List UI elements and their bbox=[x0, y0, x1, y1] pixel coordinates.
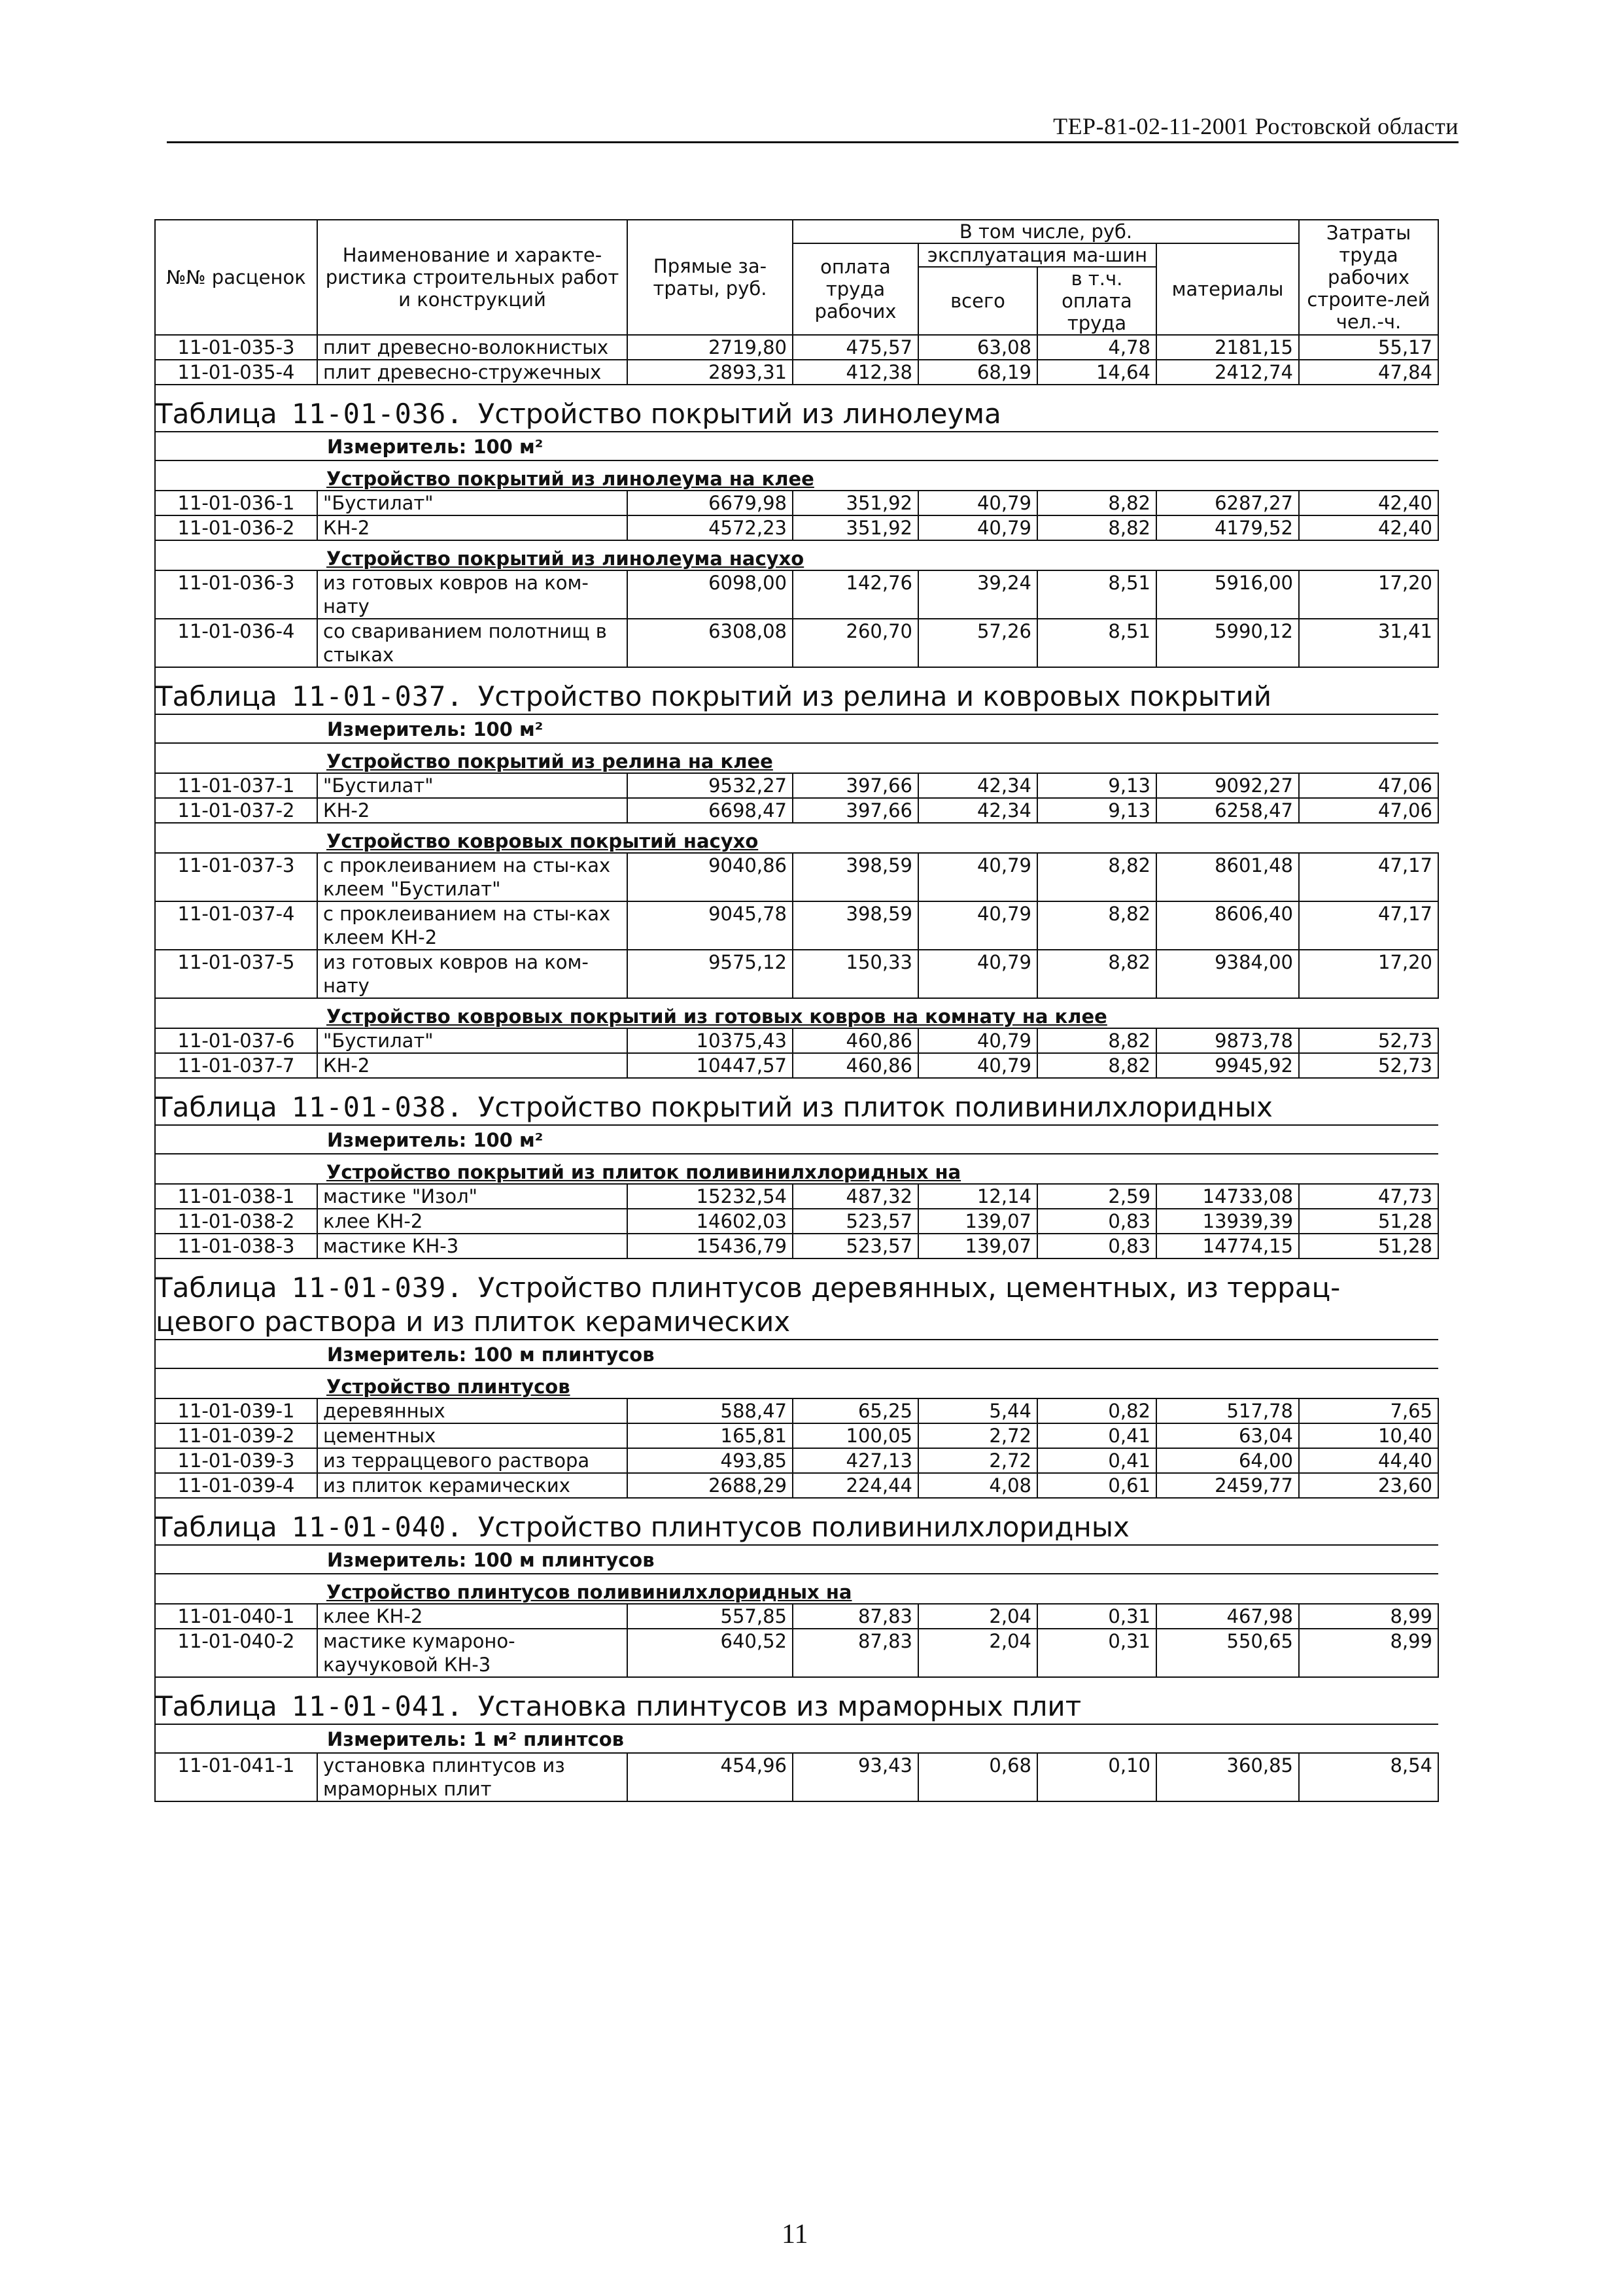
group-heading-row bbox=[155, 998, 1438, 1028]
cell-name: мастике "Изол" bbox=[317, 1184, 627, 1209]
cell-labor: 460,86 bbox=[793, 1028, 918, 1053]
cell-direct: 165,81 bbox=[627, 1423, 793, 1448]
table-title-text: Устройство плинтусов поливинилхлоридных bbox=[477, 1511, 1130, 1543]
cell-direct: 9532,27 bbox=[627, 773, 793, 798]
cell-mach-labor: 0,83 bbox=[1037, 1209, 1156, 1234]
cell-workers: 51,28 bbox=[1299, 1234, 1438, 1258]
cell-materials: 13939,39 bbox=[1156, 1209, 1299, 1234]
table-row bbox=[155, 335, 1438, 360]
cell-workers: 42,40 bbox=[1299, 515, 1438, 540]
cell-mach: 63,08 bbox=[918, 335, 1037, 360]
cell-direct: 2719,80 bbox=[627, 335, 793, 360]
cell-direct: 2893,31 bbox=[627, 360, 793, 385]
measure-unit: Измеритель: 100 м² bbox=[155, 714, 1438, 743]
measure-unit: Измеритель: 100 м плинтусов bbox=[155, 1545, 1438, 1574]
group-heading: Устройство ковровых покрытий из готовых ковров на комнату на клее bbox=[317, 998, 1438, 1028]
cell-mach-labor: 0,82 bbox=[1037, 1398, 1156, 1423]
col-direct-header: Прямые за-траты, руб. bbox=[627, 220, 793, 335]
cell-labor: 100,05 bbox=[793, 1423, 918, 1448]
table-row bbox=[155, 491, 1438, 515]
cell-workers: 8,99 bbox=[1299, 1604, 1438, 1629]
group-heading-row bbox=[155, 1154, 1438, 1184]
cell-name: из терраццевого раствора bbox=[317, 1448, 627, 1473]
cell-code: 11-01-038-1 bbox=[155, 1184, 317, 1209]
page-number: 11 bbox=[782, 2219, 808, 2249]
cell-mach-labor: 8,82 bbox=[1037, 1053, 1156, 1078]
cell-name: из плиток керамических bbox=[317, 1473, 627, 1498]
table-title-row bbox=[155, 1078, 1438, 1125]
table-title-row bbox=[155, 1498, 1438, 1545]
table-title-text: Устройство покрытий из линолеума bbox=[477, 398, 1001, 430]
cell-mach: 139,07 bbox=[918, 1209, 1037, 1234]
cell-code: 11-01-036-4 bbox=[155, 619, 317, 667]
cell-materials: 5990,12 bbox=[1156, 619, 1299, 667]
cell-materials: 5916,00 bbox=[1156, 570, 1299, 619]
table-body bbox=[155, 335, 1438, 1801]
table-row bbox=[155, 1053, 1438, 1078]
cell-labor: 87,83 bbox=[793, 1604, 918, 1629]
cell-name: из готовых ковров на ком-нату bbox=[317, 570, 627, 619]
cell-mach: 2,04 bbox=[918, 1629, 1037, 1677]
measure-unit: Измеритель: 100 м² bbox=[155, 1125, 1438, 1154]
cell-direct: 557,85 bbox=[627, 1604, 793, 1629]
cell-workers: 47,17 bbox=[1299, 901, 1438, 950]
cell-materials: 9873,78 bbox=[1156, 1028, 1299, 1053]
table-label: Таблица bbox=[156, 1091, 277, 1123]
cell-code: 11-01-039-3 bbox=[155, 1448, 317, 1473]
cell-materials: 467,98 bbox=[1156, 1604, 1299, 1629]
table-label: Таблица bbox=[156, 1272, 277, 1304]
cell-direct: 6698,47 bbox=[627, 798, 793, 823]
cell-materials: 2412,74 bbox=[1156, 360, 1299, 385]
cell-code: 11-01-037-1 bbox=[155, 773, 317, 798]
table-row bbox=[155, 1423, 1438, 1448]
cell-mach-labor: 8,82 bbox=[1037, 901, 1156, 950]
cell-name: КН-2 bbox=[317, 798, 627, 823]
col-workers-header: Затраты труда рабочих строите-лей чел.-ч. bbox=[1299, 220, 1438, 335]
cell-workers: 52,73 bbox=[1299, 1053, 1438, 1078]
cell-code: 11-01-036-3 bbox=[155, 570, 317, 619]
measure-unit: Измеритель: 100 м плинтусов bbox=[155, 1340, 1438, 1368]
cell-direct: 4572,23 bbox=[627, 515, 793, 540]
cell-code: 11-01-037-4 bbox=[155, 901, 317, 950]
col-machines-labor-header: в т.ч. оплата труда bbox=[1037, 267, 1156, 335]
group-heading-row bbox=[155, 540, 1438, 570]
cell-workers: 47,84 bbox=[1299, 360, 1438, 385]
group-heading-row bbox=[155, 1368, 1438, 1398]
col-incl-header: В том числе, руб. bbox=[793, 220, 1299, 243]
cell-materials: 4179,52 bbox=[1156, 515, 1299, 540]
cell-code: 11-01-037-3 bbox=[155, 853, 317, 901]
cell-direct: 588,47 bbox=[627, 1398, 793, 1423]
cell-mach-labor: 9,13 bbox=[1037, 798, 1156, 823]
cell-labor: 224,44 bbox=[793, 1473, 918, 1498]
col-labor-header: оплата труда рабочих bbox=[793, 243, 918, 335]
table-title-text: Устройство покрытий из релина и ковровых покрытий bbox=[477, 680, 1272, 712]
cell-labor: 142,76 bbox=[793, 570, 918, 619]
cell-labor: 412,38 bbox=[793, 360, 918, 385]
table-label: Таблица bbox=[156, 680, 277, 712]
cell-labor: 150,33 bbox=[793, 950, 918, 998]
cell-name: установка плинтусов из мраморных плит bbox=[317, 1753, 627, 1801]
cell-code: 11-01-039-2 bbox=[155, 1423, 317, 1448]
cell-mach: 2,04 bbox=[918, 1604, 1037, 1629]
cell-workers: 31,41 bbox=[1299, 619, 1438, 667]
cell-name: цементных bbox=[317, 1423, 627, 1448]
cell-workers: 55,17 bbox=[1299, 335, 1438, 360]
table-row bbox=[155, 853, 1438, 901]
cell-labor: 487,32 bbox=[793, 1184, 918, 1209]
cell-code: 11-01-038-2 bbox=[155, 1209, 317, 1234]
cell-mach-labor: 0,41 bbox=[1037, 1448, 1156, 1473]
col-materials-header: материалы bbox=[1156, 243, 1299, 335]
cell-mach: 4,08 bbox=[918, 1473, 1037, 1498]
cell-labor: 475,57 bbox=[793, 335, 918, 360]
cell-mach: 2,72 bbox=[918, 1423, 1037, 1448]
cell-workers: 47,06 bbox=[1299, 773, 1438, 798]
group-heading-row bbox=[155, 1574, 1438, 1604]
table-row bbox=[155, 1234, 1438, 1258]
cell-mach: 40,79 bbox=[918, 853, 1037, 901]
table-label: Таблица bbox=[156, 1511, 277, 1543]
document-code: ТЕР-81-02-11-2001 Ростовской области bbox=[1053, 113, 1459, 139]
cell-mach-labor: 0,41 bbox=[1037, 1423, 1156, 1448]
cell-materials: 2181,15 bbox=[1156, 335, 1299, 360]
cell-mach: 42,34 bbox=[918, 798, 1037, 823]
cell-workers: 7,65 bbox=[1299, 1398, 1438, 1423]
cell-mach: 12,14 bbox=[918, 1184, 1037, 1209]
cell-direct: 493,85 bbox=[627, 1448, 793, 1473]
table-title bbox=[156, 1271, 1438, 1339]
col-machines-header: эксплуатация ма-шин bbox=[918, 243, 1156, 267]
cell-name: КН-2 bbox=[317, 1053, 627, 1078]
group-heading: Устройство покрытий из линолеума на клее bbox=[317, 460, 1438, 491]
cell-labor: 427,13 bbox=[793, 1448, 918, 1473]
cell-direct: 10375,43 bbox=[627, 1028, 793, 1053]
cell-name: КН-2 bbox=[317, 515, 627, 540]
table-number: 11-01-040. bbox=[291, 1511, 464, 1543]
cell-workers: 17,20 bbox=[1299, 950, 1438, 998]
cell-mach: 139,07 bbox=[918, 1234, 1037, 1258]
table-title bbox=[156, 397, 1438, 431]
group-heading: Устройство плинтусов поливинилхлоридных на bbox=[317, 1574, 1438, 1604]
table-title-text: Установка плинтусов из мраморных плит bbox=[477, 1690, 1082, 1722]
cell-labor: 260,70 bbox=[793, 619, 918, 667]
cell-name: клее КН-2 bbox=[317, 1604, 627, 1629]
cell-workers: 23,60 bbox=[1299, 1473, 1438, 1498]
cell-materials: 550,65 bbox=[1156, 1629, 1299, 1677]
cell-labor: 523,57 bbox=[793, 1234, 918, 1258]
cell-mach: 42,34 bbox=[918, 773, 1037, 798]
cell-name: плит древесно-стружечных bbox=[317, 360, 627, 385]
table-row bbox=[155, 901, 1438, 950]
cell-code: 11-01-037-5 bbox=[155, 950, 317, 998]
cell-workers: 17,20 bbox=[1299, 570, 1438, 619]
cell-code: 11-01-039-1 bbox=[155, 1398, 317, 1423]
table-row bbox=[155, 1753, 1438, 1801]
group-heading: Устройство покрытий из линолеума насухо bbox=[317, 540, 1438, 570]
cell-mach-labor: 9,13 bbox=[1037, 773, 1156, 798]
measure-row bbox=[155, 432, 1438, 460]
table-title-text: Устройство покрытий из плиток поливинилхлоридных bbox=[477, 1091, 1273, 1123]
cell-direct: 2688,29 bbox=[627, 1473, 793, 1498]
cell-code: 11-01-037-2 bbox=[155, 798, 317, 823]
table-row bbox=[155, 950, 1438, 998]
cell-name: из готовых ковров на ком-нату bbox=[317, 950, 627, 998]
cell-direct: 9045,78 bbox=[627, 901, 793, 950]
cell-direct: 15232,54 bbox=[627, 1184, 793, 1209]
group-heading: Устройство покрытий из плиток поливинилхлоридных на bbox=[317, 1154, 1438, 1184]
cell-workers: 47,06 bbox=[1299, 798, 1438, 823]
cell-code: 11-01-035-4 bbox=[155, 360, 317, 385]
table-row bbox=[155, 570, 1438, 619]
cell-direct: 6098,00 bbox=[627, 570, 793, 619]
group-heading-row bbox=[155, 460, 1438, 491]
cell-materials: 360,85 bbox=[1156, 1753, 1299, 1801]
measure-row bbox=[155, 1125, 1438, 1154]
cell-materials: 9945,92 bbox=[1156, 1053, 1299, 1078]
cell-materials: 14733,08 bbox=[1156, 1184, 1299, 1209]
cell-mach-labor: 8,51 bbox=[1037, 570, 1156, 619]
cell-direct: 6308,08 bbox=[627, 619, 793, 667]
table-row bbox=[155, 1028, 1438, 1053]
cell-labor: 398,59 bbox=[793, 853, 918, 901]
table-number: 11-01-041. bbox=[291, 1690, 464, 1722]
table-title bbox=[156, 1510, 1438, 1544]
cell-direct: 640,52 bbox=[627, 1629, 793, 1677]
cell-name: плит древесно-волокнистых bbox=[317, 335, 627, 360]
cell-code: 11-01-041-1 bbox=[155, 1753, 317, 1801]
cell-code: 11-01-039-4 bbox=[155, 1473, 317, 1498]
cell-direct: 6679,98 bbox=[627, 491, 793, 515]
cell-workers: 8,54 bbox=[1299, 1753, 1438, 1801]
cell-code: 11-01-036-2 bbox=[155, 515, 317, 540]
group-heading: Устройство плинтусов bbox=[317, 1368, 1438, 1398]
cell-materials: 63,04 bbox=[1156, 1423, 1299, 1448]
cell-mach-labor: 14,64 bbox=[1037, 360, 1156, 385]
table-number: 11-01-037. bbox=[291, 680, 464, 712]
cell-materials: 2459,77 bbox=[1156, 1473, 1299, 1498]
table-title-row bbox=[155, 1258, 1438, 1340]
table-row bbox=[155, 619, 1438, 667]
rates-table bbox=[154, 219, 1439, 1802]
cell-workers: 52,73 bbox=[1299, 1028, 1438, 1053]
cell-labor: 93,43 bbox=[793, 1753, 918, 1801]
cell-mach-labor: 8,82 bbox=[1037, 515, 1156, 540]
group-heading-row bbox=[155, 743, 1438, 773]
cell-labor: 87,83 bbox=[793, 1629, 918, 1677]
cell-workers: 51,28 bbox=[1299, 1209, 1438, 1234]
cell-mach: 2,72 bbox=[918, 1448, 1037, 1473]
cell-materials: 8606,40 bbox=[1156, 901, 1299, 950]
cell-name: "Бустилат" bbox=[317, 1028, 627, 1053]
table-row bbox=[155, 1184, 1438, 1209]
cell-code: 11-01-035-3 bbox=[155, 335, 317, 360]
measure-row bbox=[155, 1340, 1438, 1368]
cell-workers: 8,99 bbox=[1299, 1629, 1438, 1677]
page-header bbox=[167, 113, 1459, 143]
rates-sheet bbox=[154, 219, 1438, 1802]
cell-mach-labor: 8,82 bbox=[1037, 950, 1156, 998]
cell-mach-labor: 4,78 bbox=[1037, 335, 1156, 360]
cell-code: 11-01-037-6 bbox=[155, 1028, 317, 1053]
table-row bbox=[155, 798, 1438, 823]
cell-labor: 351,92 bbox=[793, 515, 918, 540]
cell-code: 11-01-037-7 bbox=[155, 1053, 317, 1078]
group-heading: Устройство ковровых покрытий насухо bbox=[317, 823, 1438, 853]
cell-workers: 47,73 bbox=[1299, 1184, 1438, 1209]
cell-mach: 40,79 bbox=[918, 901, 1037, 950]
cell-mach-labor: 0,10 bbox=[1037, 1753, 1156, 1801]
cell-name: клее КН-2 bbox=[317, 1209, 627, 1234]
cell-direct: 9040,86 bbox=[627, 853, 793, 901]
cell-materials: 6258,47 bbox=[1156, 798, 1299, 823]
table-row bbox=[155, 1629, 1438, 1677]
col-machines-total-header: всего bbox=[918, 267, 1037, 335]
cell-name: "Бустилат" bbox=[317, 491, 627, 515]
cell-mach-labor: 8,82 bbox=[1037, 1028, 1156, 1053]
table-title bbox=[156, 1090, 1438, 1124]
group-heading-row bbox=[155, 823, 1438, 853]
cell-mach-labor: 2,59 bbox=[1037, 1184, 1156, 1209]
measure-row bbox=[155, 1724, 1438, 1753]
cell-labor: 397,66 bbox=[793, 773, 918, 798]
cell-mach: 40,79 bbox=[918, 950, 1037, 998]
cell-labor: 351,92 bbox=[793, 491, 918, 515]
cell-mach-labor: 8,51 bbox=[1037, 619, 1156, 667]
cell-mach-labor: 8,82 bbox=[1037, 491, 1156, 515]
table-row bbox=[155, 515, 1438, 540]
cell-name: деревянных bbox=[317, 1398, 627, 1423]
measure-unit: Измеритель: 100 м² bbox=[155, 432, 1438, 460]
cell-mach: 40,79 bbox=[918, 515, 1037, 540]
cell-name: со свариванием полотнищ в стыках bbox=[317, 619, 627, 667]
table-title-row bbox=[155, 667, 1438, 714]
col-name-header: Наименование и характе-ристика строительных работ и конструкций bbox=[317, 220, 627, 335]
cell-mach: 40,79 bbox=[918, 1028, 1037, 1053]
table-row bbox=[155, 1209, 1438, 1234]
cell-workers: 10,40 bbox=[1299, 1423, 1438, 1448]
cell-direct: 15436,79 bbox=[627, 1234, 793, 1258]
table-row bbox=[155, 1473, 1438, 1498]
cell-mach: 40,79 bbox=[918, 1053, 1037, 1078]
cell-workers: 42,40 bbox=[1299, 491, 1438, 515]
cell-labor: 65,25 bbox=[793, 1398, 918, 1423]
table-title bbox=[156, 1690, 1438, 1724]
cell-mach-labor: 8,82 bbox=[1037, 853, 1156, 901]
cell-direct: 14602,03 bbox=[627, 1209, 793, 1234]
cell-materials: 14774,15 bbox=[1156, 1234, 1299, 1258]
cell-mach-labor: 0,31 bbox=[1037, 1604, 1156, 1629]
table-number: 11-01-038. bbox=[291, 1091, 464, 1123]
cell-name: мастике кумароно-каучуковой КН-3 bbox=[317, 1629, 627, 1677]
measure-row bbox=[155, 714, 1438, 743]
cell-direct: 454,96 bbox=[627, 1753, 793, 1801]
cell-mach: 0,68 bbox=[918, 1753, 1037, 1801]
cell-materials: 6287,27 bbox=[1156, 491, 1299, 515]
cell-mach: 68,19 bbox=[918, 360, 1037, 385]
table-title-text: Устройство плинтусов деревянных, цементных, из террац-цевого раствора и из плиток керамических bbox=[156, 1272, 1341, 1338]
table-row bbox=[155, 1398, 1438, 1423]
cell-mach-labor: 0,31 bbox=[1037, 1629, 1156, 1677]
cell-direct: 10447,57 bbox=[627, 1053, 793, 1078]
cell-mach: 39,24 bbox=[918, 570, 1037, 619]
cell-name: с проклеиванием на сты-ках клеем КН-2 bbox=[317, 901, 627, 950]
table-row bbox=[155, 360, 1438, 385]
cell-workers: 47,17 bbox=[1299, 853, 1438, 901]
table-title bbox=[156, 680, 1438, 714]
cell-name: с проклеиванием на сты-ках клеем "Бустилат" bbox=[317, 853, 627, 901]
cell-mach-labor: 0,83 bbox=[1037, 1234, 1156, 1258]
table-label: Таблица bbox=[156, 398, 277, 430]
cell-materials: 64,00 bbox=[1156, 1448, 1299, 1473]
cell-workers: 44,40 bbox=[1299, 1448, 1438, 1473]
cell-materials: 517,78 bbox=[1156, 1398, 1299, 1423]
cell-direct: 9575,12 bbox=[627, 950, 793, 998]
cell-mach: 40,79 bbox=[918, 491, 1037, 515]
cell-code: 11-01-040-1 bbox=[155, 1604, 317, 1629]
table-number: 11-01-039. bbox=[291, 1272, 464, 1304]
cell-mach: 57,26 bbox=[918, 619, 1037, 667]
cell-labor: 398,59 bbox=[793, 901, 918, 950]
cell-materials: 9092,27 bbox=[1156, 773, 1299, 798]
table-row bbox=[155, 1604, 1438, 1629]
cell-name: мастике КН-3 bbox=[317, 1234, 627, 1258]
table-label: Таблица bbox=[156, 1690, 277, 1722]
cell-labor: 523,57 bbox=[793, 1209, 918, 1234]
cell-labor: 397,66 bbox=[793, 798, 918, 823]
cell-mach: 5,44 bbox=[918, 1398, 1037, 1423]
cell-code: 11-01-040-2 bbox=[155, 1629, 317, 1677]
table-row bbox=[155, 1448, 1438, 1473]
table-number: 11-01-036. bbox=[291, 398, 464, 430]
measure-unit: Измеритель: 1 м² плинтсов bbox=[155, 1724, 1438, 1753]
cell-mach-labor: 0,61 bbox=[1037, 1473, 1156, 1498]
measure-row bbox=[155, 1545, 1438, 1574]
cell-labor: 460,86 bbox=[793, 1053, 918, 1078]
table-title-row bbox=[155, 1677, 1438, 1724]
cell-materials: 8601,48 bbox=[1156, 853, 1299, 901]
table-row bbox=[155, 773, 1438, 798]
cell-code: 11-01-038-3 bbox=[155, 1234, 317, 1258]
cell-materials: 9384,00 bbox=[1156, 950, 1299, 998]
group-heading: Устройство покрытий из релина на клее bbox=[317, 743, 1438, 773]
col-code-header: №№ расценок bbox=[155, 220, 317, 335]
table-title-row bbox=[155, 385, 1438, 432]
cell-code: 11-01-036-1 bbox=[155, 491, 317, 515]
cell-name: "Бустилат" bbox=[317, 773, 627, 798]
